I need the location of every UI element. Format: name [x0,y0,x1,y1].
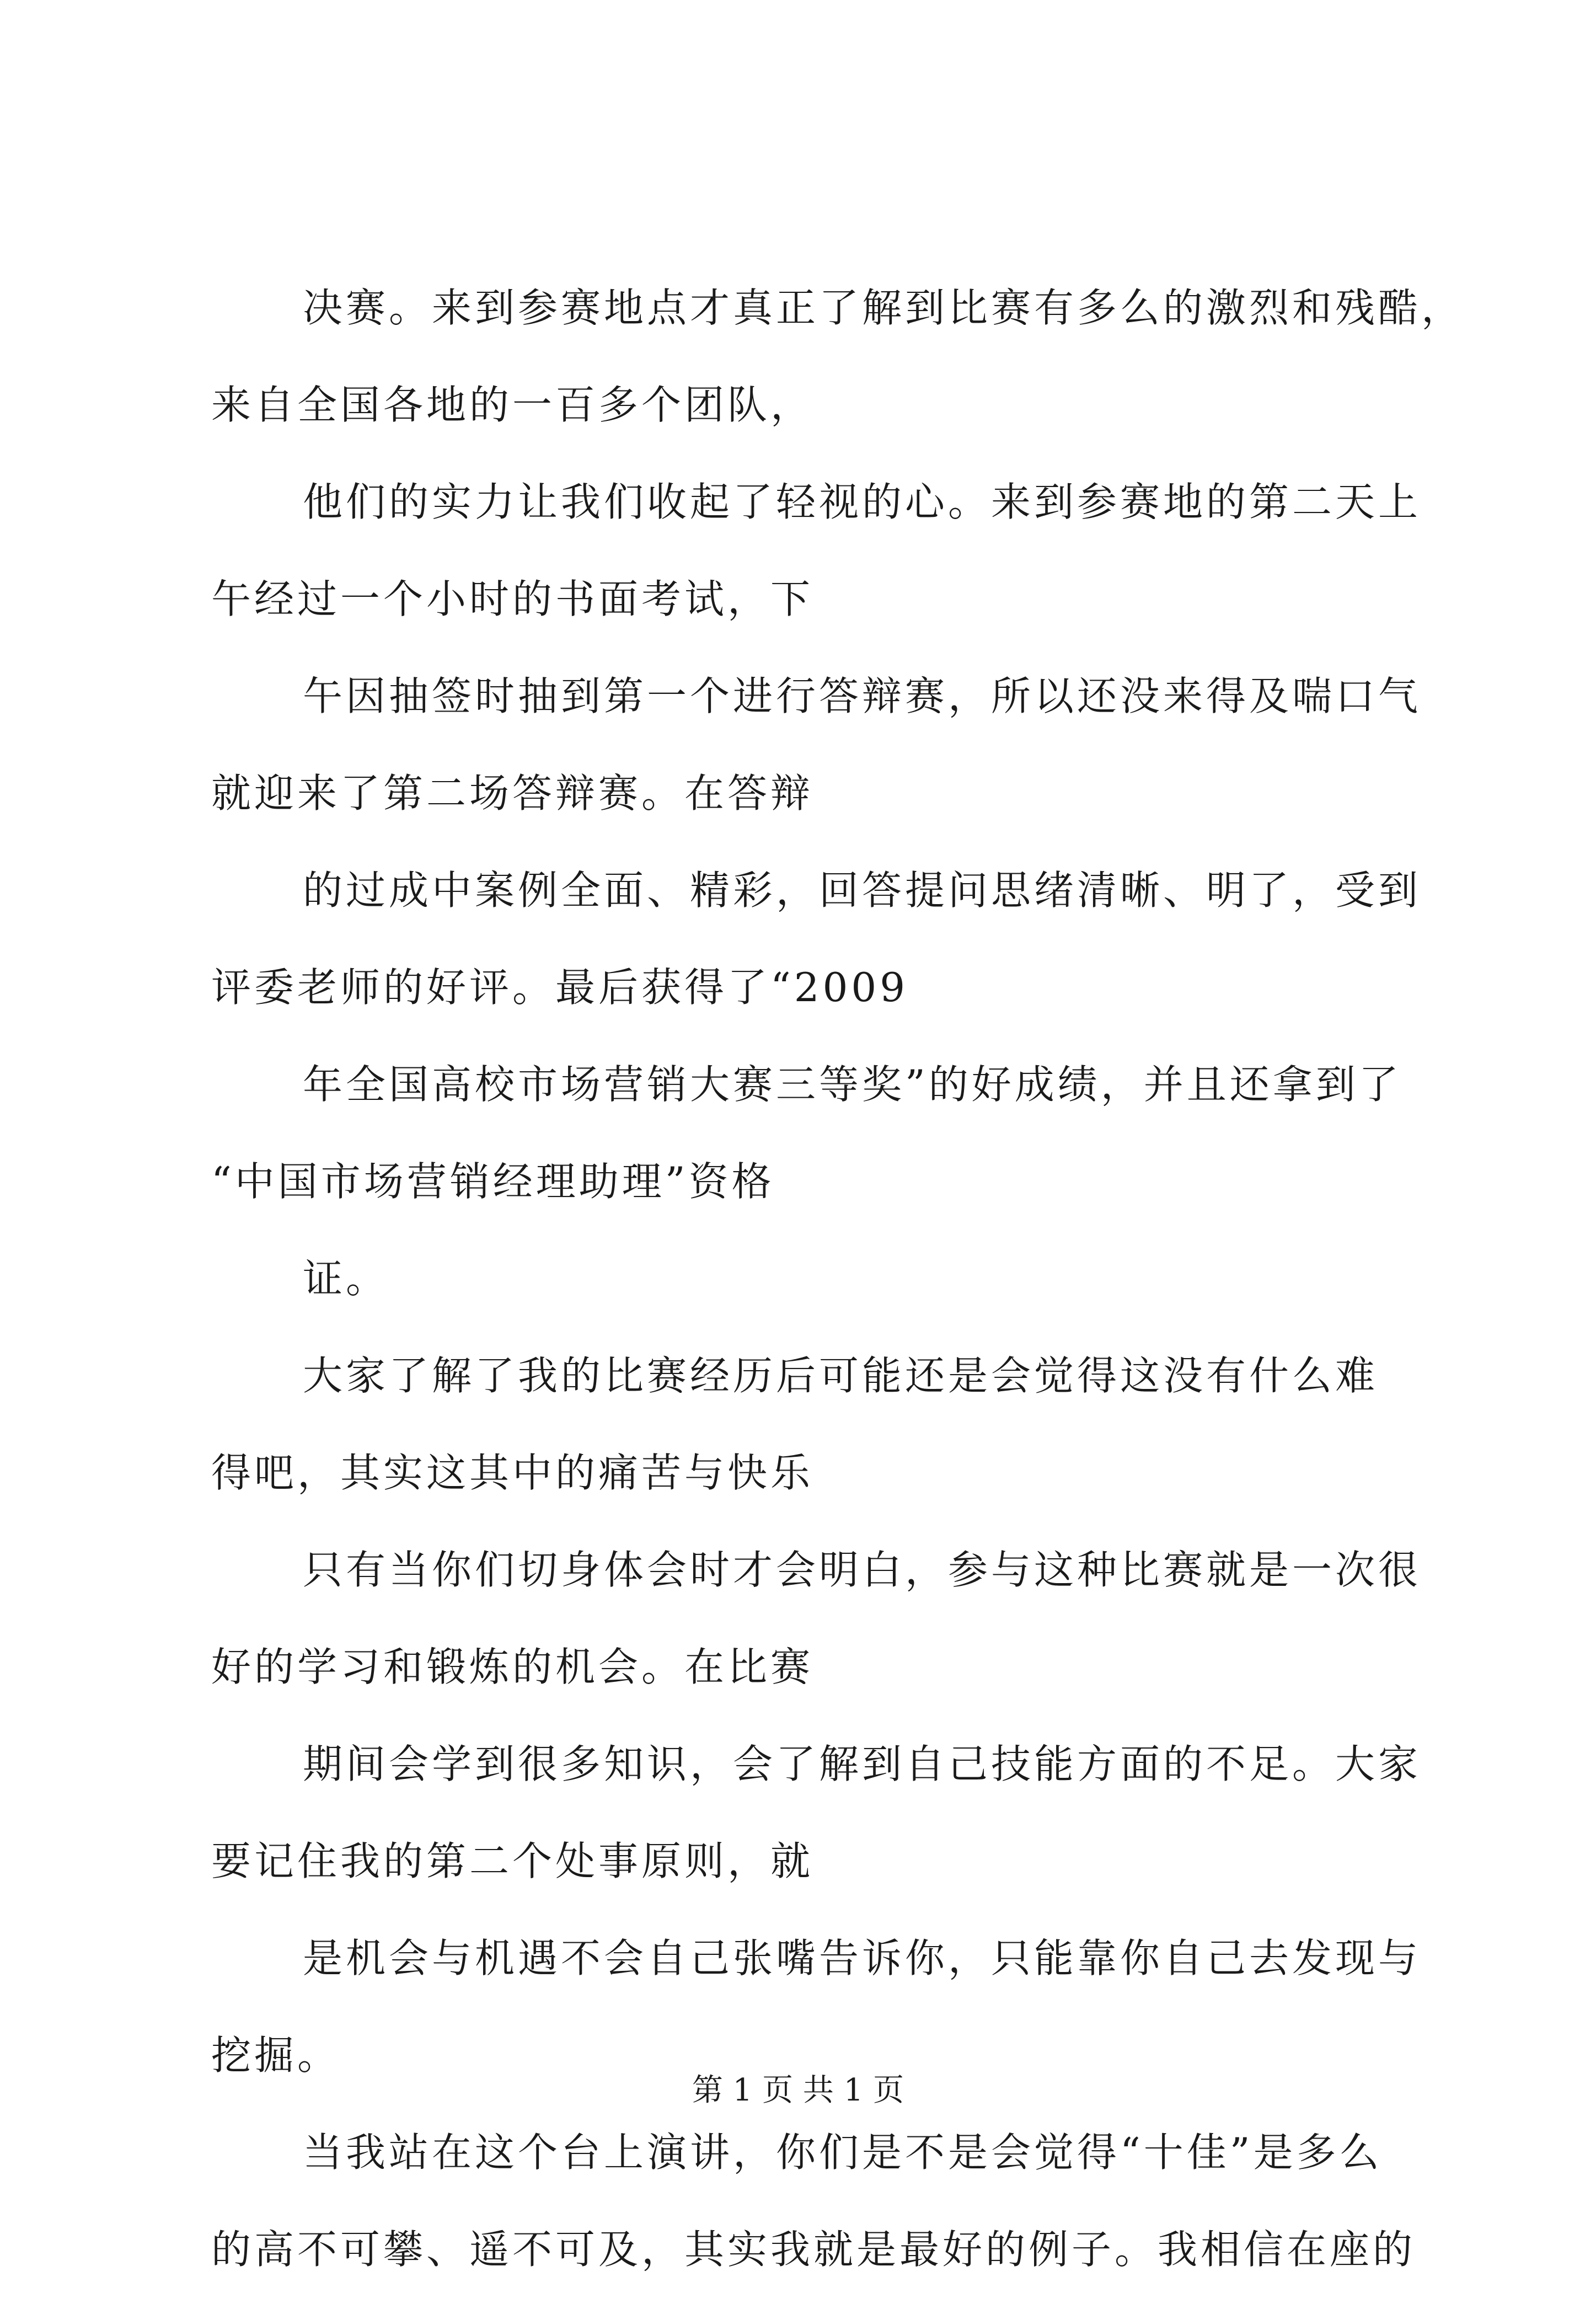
text-line: 年全国高校市场营销大赛三等奖”的好成绩，并且还拿到了 [303,1061,1402,1108]
text-line: 得吧，其实这其中的痛苦与快乐 [211,1450,814,1496]
text-line: 的过成中案例全面、精彩，回答提问思绪清晰、明了，受到 [303,867,1422,913]
text-line: “中国市场营销经理助理”资格 [211,1158,775,1205]
text-line: 午因抽签时抽到第一个进行答辩赛，所以还没来得及喘口气 [303,673,1422,719]
text-line: 来自全国各地的一百多个团队， [211,382,814,428]
text-line: 他们的实力让我们收起了轻视的心。来到参赛地的第二天上 [303,479,1422,525]
text-line: 证。 [303,1255,389,1302]
text-line: 评委老师的好评。最后获得了“2009 [211,964,909,1011]
text-line: 只有当你们切身体会时才会明白，参与这种比赛就是一次很 [303,1547,1422,1593]
text-line: 大家了解了我的比赛经历后可能还是会觉得这没有什么难 [303,1353,1379,1399]
text-line: 决赛。来到参赛地点才真正了解到比赛有多么的激烈和残酷， [303,285,1465,331]
text-line: 好的学习和锻炼的机会。在比赛 [211,1644,814,1690]
text-line: 期间会学到很多知识，会了解到自己技能方面的不足。大家 [303,1741,1422,1787]
text-line: 挖掘。 [211,2032,341,2078]
text-line: 的高不可攀、遥不可及，其实我就是最好的例子。我相信在座的 [211,2226,1416,2273]
text-line: 午经过一个小时的书面考试，下 [211,576,814,622]
text-line: 是机会与机遇不会自己张嘴告诉你，只能靠你自己去发现与 [303,1935,1422,1981]
page-footer: 第 1 页 共 1 页 [692,2072,904,2108]
body-text [211,259,1465,2298]
text-line: 就迎来了第二场答辩赛。在答辩 [211,770,814,816]
text-line: 要记住我的第二个处事原则，就 [211,1838,814,1884]
text-line: 当我站在这个台上演讲，你们是不是会觉得“十佳”是多么 [303,2129,1383,2176]
